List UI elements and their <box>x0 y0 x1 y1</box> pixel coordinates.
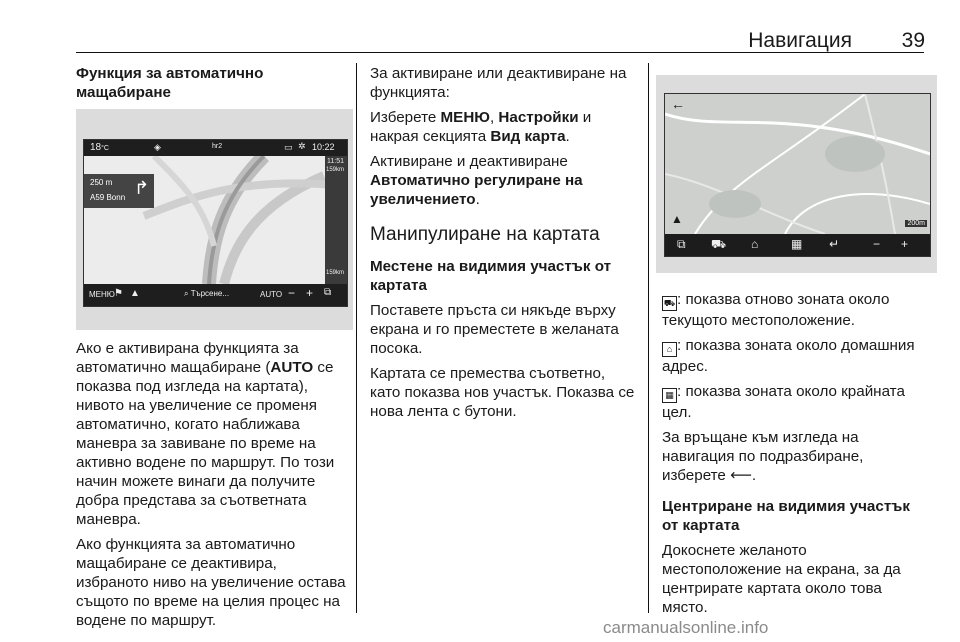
map-button-bar <box>665 234 930 256</box>
zoom-in-button[interactable]: + <box>901 237 909 251</box>
map-screen <box>664 93 931 257</box>
outside-temperature: 18°C <box>90 142 109 153</box>
toggle-instruction: Изберете МЕНЮ, Настройки и накрая секцията Вид карта. <box>370 109 592 145</box>
auto-zoom-heading: Функция за автоматично мащабиране <box>76 65 264 101</box>
move-map-heading: Местене на видимия участък от картата <box>370 258 612 294</box>
watermark: carmanualsonline.info <box>603 618 769 637</box>
map-pan-screenshot <box>656 75 937 273</box>
status-hr2: hr2 <box>212 143 223 150</box>
status-bar <box>84 140 347 156</box>
column-1 <box>76 64 348 108</box>
toggle-setting: Активиране и деактивиране Автоматично регулиране на увеличението. <box>370 153 583 208</box>
column-1-text <box>76 339 348 636</box>
destination-button[interactable]: ▦ <box>791 237 803 251</box>
item-home: ⌂ : показва зоната около домашния адрес. <box>662 337 915 375</box>
maneuver-road: A59 Bonn <box>90 193 126 202</box>
eta-distance: 159km <box>326 167 345 173</box>
column-divider-1 <box>356 63 357 613</box>
map-settings-icon[interactable]: ⧉ <box>324 287 332 298</box>
navigation-screenshot-autozoom <box>76 109 353 330</box>
back-arrow-icon[interactable]: ← <box>671 96 685 112</box>
eta-time: 11:51 <box>327 158 344 165</box>
route-side-panel <box>325 156 347 284</box>
page-number: 39 <box>901 29 925 52</box>
map-settings-icon[interactable]: ⧉ <box>677 237 686 251</box>
map-area-graphic <box>665 94 930 234</box>
zoom-out-button[interactable]: − <box>288 286 296 300</box>
move-map-paragraph-2: Картата се премества съответно, като показва нов участък. Показва се нова лента с бутони. <box>370 365 635 420</box>
item-current-location: ⛟ : показва отново зоната около текущото местоположение. <box>662 291 890 329</box>
vehicle-position-icon[interactable]: ▲ <box>130 288 140 299</box>
destination-icon: ▦ <box>662 388 677 403</box>
header-rule <box>76 52 924 53</box>
flag-icon[interactable]: ⚑ <box>114 288 123 299</box>
search-button[interactable]: ⌕ Търсене... <box>184 289 230 298</box>
return-route-button[interactable]: ↵ <box>829 237 840 251</box>
vehicle-position-icon: ▲ <box>671 212 683 226</box>
move-map-paragraph-1: Поставете пръста си някъде върху екрана и го преместете в желаната посока. <box>370 302 619 357</box>
center-map-heading: Центриране на видимия участък от картата <box>662 498 910 534</box>
long-back-arrow-icon: ⟵ <box>730 467 752 484</box>
return-default-view: За връщане към изгледа на навигация по подразбиране, изберете ⟵. <box>662 429 864 484</box>
car-icon: ⛟ <box>662 296 677 311</box>
page-header-title: Навигация <box>748 29 852 52</box>
auto-zoom-paragraph-2: Ако функцията за автоматично мащабиране се деактивира, избраното ниво на увеличение остава същото по време на целия процес на водене по маршрут. <box>76 536 346 629</box>
home-icon: ⌂ <box>662 342 677 357</box>
center-map-paragraph: Докоснете желаното местоположение на екрана, за да центрирате картата около това място. <box>662 542 901 616</box>
menu-button[interactable]: МЕНЮ <box>89 290 115 299</box>
column-2 <box>370 64 636 427</box>
auto-zoom-paragraph-1: Ако е активирана функцията за автоматично мащабиране (AUTO се показва под изгледа на картата), нивото на увеличение се променя автоматично, когато наближава маневра за завиване по време на активно водене по маршрут. По този начин можете винаги да получите добра представа за съответната маневра. <box>76 340 335 528</box>
map-scale: 200m <box>907 220 925 227</box>
column-divider-2 <box>648 63 649 613</box>
clock: 10:22 <box>312 142 335 152</box>
maneuver-panel <box>84 174 154 208</box>
turn-right-arrow-icon: ↱ <box>134 178 150 198</box>
compass-icon: ◈ <box>154 142 161 152</box>
car-position-button[interactable]: ⛟ <box>711 237 727 251</box>
maneuver-distance: 250 m <box>90 178 113 187</box>
zoom-in-button[interactable]: + <box>306 286 314 300</box>
zoom-out-button[interactable]: − <box>873 237 881 251</box>
nav-screen <box>83 139 348 307</box>
search-icon: ⌕ <box>184 289 189 298</box>
column-3 <box>662 290 930 623</box>
home-button[interactable]: ⌂ <box>751 237 759 251</box>
phone-icon: ▭ <box>284 142 293 152</box>
item-destination: ▦ : показва зоната около крайната цел. <box>662 383 905 421</box>
settings-icon: ✲ <box>298 141 306 151</box>
remaining-distance: 159km <box>326 270 345 276</box>
auto-zoom-button[interactable]: AUTO <box>260 290 283 299</box>
toggle-intro: За активиране или деактивиране на функцията: <box>370 65 627 101</box>
map-manipulation-heading: Манипулиране на картата <box>370 224 600 245</box>
nav-button-bar <box>84 284 347 306</box>
